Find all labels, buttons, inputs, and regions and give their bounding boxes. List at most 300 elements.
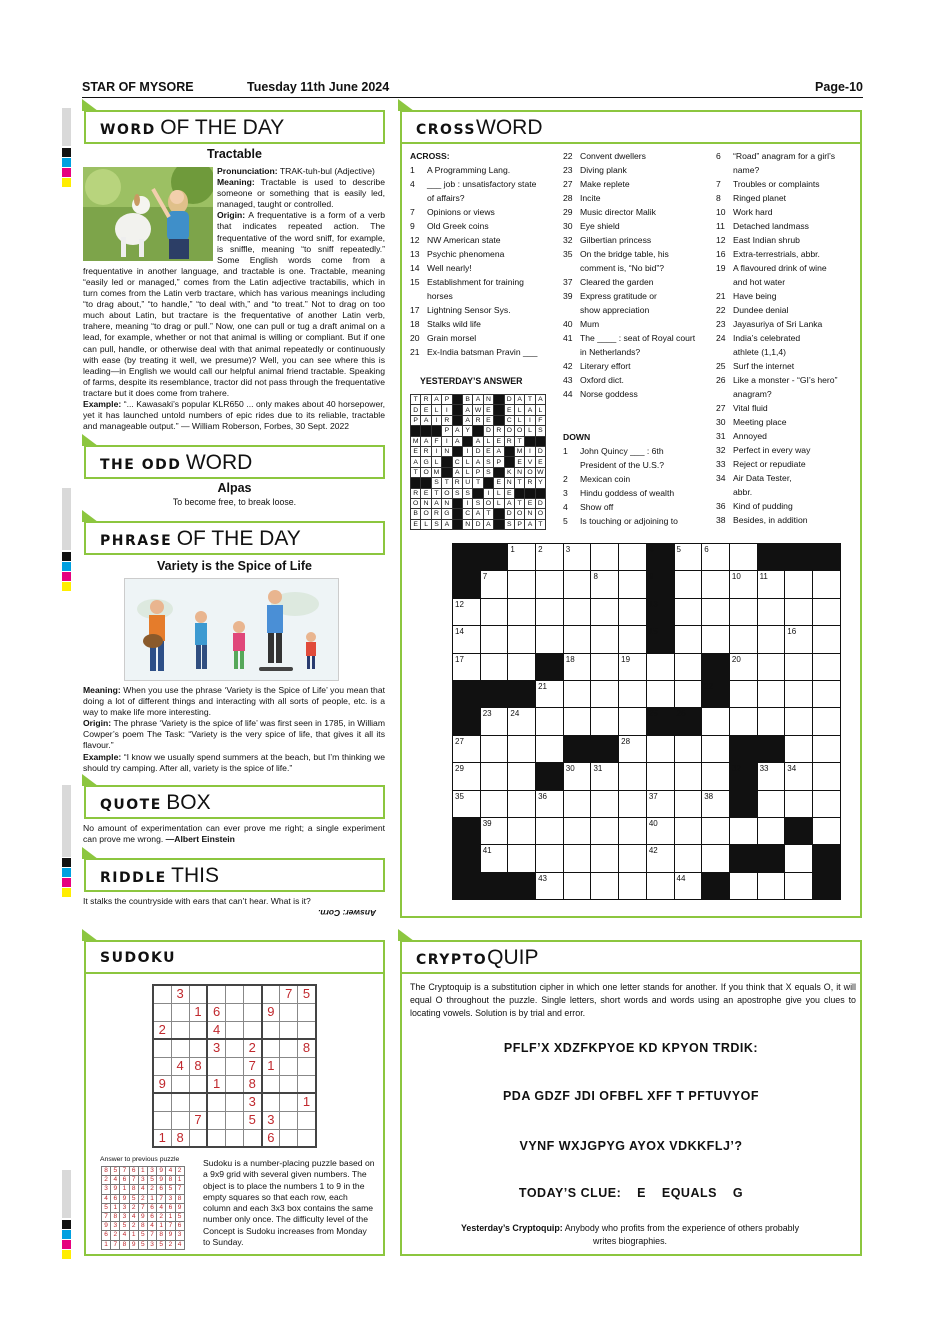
crossword-cell[interactable] <box>508 626 536 653</box>
black-cell <box>453 708 481 735</box>
answer-cell: D <box>504 509 514 519</box>
black-cell <box>508 680 536 707</box>
crossword-cell[interactable] <box>757 817 785 844</box>
crossword-cell[interactable] <box>591 544 619 571</box>
answer-cell: S <box>483 467 493 477</box>
clue-number: 6 <box>704 545 709 554</box>
sudoku-cell[interactable] <box>171 1039 189 1057</box>
sudoku-cell[interactable] <box>298 1057 316 1075</box>
crossword-cell[interactable] <box>757 872 785 899</box>
sudoku-cell[interactable] <box>225 1075 243 1093</box>
sudoku-cell: 7 <box>189 1111 207 1129</box>
crossword-cell[interactable] <box>674 763 702 790</box>
answer-cell: 4 <box>157 1203 166 1212</box>
sudoku-cell[interactable] <box>153 1057 171 1075</box>
crossword-cell[interactable] <box>674 735 702 762</box>
crossword-cell[interactable] <box>591 872 619 899</box>
crossword-cell[interactable] <box>812 817 840 844</box>
crossword-cell[interactable] <box>674 653 702 680</box>
crossword-cell[interactable] <box>536 790 564 817</box>
sudoku-cell[interactable] <box>280 1093 298 1111</box>
crossword-cell[interactable] <box>812 763 840 790</box>
answer-cell: 9 <box>175 1203 184 1212</box>
sudoku-cell[interactable] <box>153 1039 171 1057</box>
sudoku-cell: 1 <box>189 1003 207 1021</box>
crossword-cell[interactable] <box>785 872 813 899</box>
crossword-cell[interactable] <box>508 708 536 735</box>
crossword-cell[interactable] <box>508 598 536 625</box>
crossword-cell[interactable] <box>563 626 591 653</box>
answer-cell: O <box>504 426 514 436</box>
crossword-cell[interactable] <box>646 817 674 844</box>
crossword-cell[interactable] <box>674 845 702 872</box>
crossword-cell[interactable] <box>480 763 508 790</box>
crossword-cell[interactable] <box>729 872 757 899</box>
crossword-cell[interactable] <box>619 817 647 844</box>
answer-cell: L <box>483 436 493 446</box>
clue-number: 11 <box>759 572 768 582</box>
clue-number: 7 <box>482 572 488 582</box>
sudoku-cell[interactable] <box>225 1057 243 1075</box>
answer-cell: 9 <box>157 1176 166 1185</box>
crossword-cell[interactable] <box>591 653 619 680</box>
sudoku-cell[interactable] <box>189 1093 207 1111</box>
sudoku-cell[interactable] <box>243 985 261 1003</box>
crossword-cell[interactable] <box>785 845 813 872</box>
crossword-cell[interactable] <box>508 544 536 571</box>
sudoku-cell[interactable] <box>207 1093 225 1111</box>
crossword-cell[interactable] <box>453 763 481 790</box>
crossword-cell[interactable] <box>729 598 757 625</box>
issue-date: Tuesday 11th June 2024 <box>247 80 390 94</box>
crossword-cell[interactable] <box>591 571 619 598</box>
sudoku-cell: 7 <box>280 985 298 1003</box>
crossword-cell[interactable] <box>536 708 564 735</box>
crossword-cell[interactable] <box>729 680 757 707</box>
black-cell <box>442 467 452 477</box>
black-cell <box>452 519 462 529</box>
crossword-cell[interactable] <box>563 817 591 844</box>
answer-cell: S <box>504 519 514 529</box>
clue-item: 30 Eye shield <box>563 221 620 231</box>
clue-item: 18 Stalks wild life <box>410 319 481 329</box>
answer-cell: 7 <box>111 1240 120 1249</box>
sudoku-cell[interactable] <box>189 1039 207 1057</box>
crossword-cell[interactable] <box>702 598 730 625</box>
sudoku-cell[interactable] <box>280 1021 298 1039</box>
crossword-cell[interactable] <box>757 790 785 817</box>
crossword-cell[interactable] <box>729 571 757 598</box>
crossword-cell[interactable] <box>480 626 508 653</box>
clue-number: 12 <box>455 599 464 609</box>
cryptoquip-line-2: PDA GDZF JDI OFBFL XFF T PFTUVYOF <box>502 1089 760 1103</box>
crossword-cell[interactable] <box>812 598 840 625</box>
crossword-cell[interactable] <box>812 571 840 598</box>
sudoku-cell[interactable] <box>298 1075 316 1093</box>
crossword-cell[interactable] <box>480 653 508 680</box>
crossword-cell[interactable] <box>453 598 481 625</box>
answer-cell: 2 <box>147 1185 156 1194</box>
black-cell <box>473 426 483 436</box>
sudoku-cell[interactable] <box>189 985 207 1003</box>
crossword-cell[interactable] <box>785 653 813 680</box>
sudoku-cell: 9 <box>262 1003 280 1021</box>
crossword-cell[interactable] <box>453 790 481 817</box>
clue-item: 6 “Road” anagram for a girl’s <box>716 151 836 161</box>
crossword-cell[interactable] <box>563 544 591 571</box>
sudoku-cell[interactable] <box>262 985 280 1003</box>
answer-cell: E <box>483 446 493 456</box>
crossword-cell[interactable] <box>757 598 785 625</box>
sudoku-cell[interactable] <box>207 1129 225 1147</box>
clue-item: 10 Work hard <box>716 207 773 217</box>
crossword-cell[interactable] <box>480 571 508 598</box>
crossword-cell[interactable] <box>508 653 536 680</box>
sudoku-cell: 3 <box>262 1111 280 1129</box>
crossword-cell[interactable] <box>591 708 619 735</box>
crossword-cell[interactable] <box>785 680 813 707</box>
crossword-cell[interactable] <box>591 626 619 653</box>
sudoku-title-divider <box>84 972 385 974</box>
black-cell <box>494 509 504 519</box>
sudoku-cell[interactable] <box>225 1003 243 1021</box>
clue-item: 15 Establishment for training <box>410 277 524 287</box>
crossword-cell[interactable] <box>536 872 564 899</box>
crossword-cell[interactable] <box>674 817 702 844</box>
answer-cell: S <box>483 457 493 467</box>
answer-cell: P <box>494 457 504 467</box>
crossword-cell[interactable] <box>785 790 813 817</box>
crossword-cell[interactable] <box>812 708 840 735</box>
clue-number: 42 <box>648 846 658 856</box>
answer-cell: L <box>494 488 504 498</box>
crossword-cell[interactable] <box>453 653 481 680</box>
crossword-cell[interactable] <box>591 598 619 625</box>
crossword-cell[interactable] <box>729 626 757 653</box>
answer-cell: P <box>473 467 483 477</box>
crossword-cell[interactable] <box>480 845 508 872</box>
clue-item: 17 Lightning Sensor Sys. <box>410 305 511 315</box>
crossword-cell[interactable] <box>646 680 674 707</box>
crossword-cell[interactable] <box>563 763 591 790</box>
sudoku-cell[interactable] <box>225 985 243 1003</box>
registration-mark-yellow <box>62 1250 71 1259</box>
crossword-cell[interactable] <box>480 790 508 817</box>
crossword-cell[interactable] <box>619 845 647 872</box>
sudoku-cell: 2 <box>243 1039 261 1057</box>
answer-cell: D <box>473 519 483 529</box>
sudoku-cell[interactable] <box>298 1111 316 1129</box>
crossword-cell[interactable] <box>619 598 647 625</box>
sudoku-cell[interactable] <box>280 1003 298 1021</box>
riddle-answer: Answer: Corn. <box>318 908 377 918</box>
sudoku-cell[interactable] <box>225 1093 243 1111</box>
sudoku-cell[interactable] <box>243 1021 261 1039</box>
answer-cell: S <box>535 426 545 436</box>
crossword-cell[interactable] <box>702 790 730 817</box>
sudoku-cell[interactable] <box>171 1075 189 1093</box>
clue-number: 41 <box>482 846 492 856</box>
cryptoquip-title-large: QUIP <box>487 946 539 969</box>
crossword-cell[interactable] <box>591 817 619 844</box>
sudoku-cell[interactable] <box>171 1021 189 1039</box>
sudoku-cell[interactable] <box>225 1129 243 1147</box>
sudoku-cell[interactable] <box>243 1129 261 1147</box>
answer-cell: P <box>442 426 452 436</box>
crossword-cell[interactable] <box>757 626 785 653</box>
crossword-cell[interactable] <box>646 763 674 790</box>
sudoku-cell[interactable] <box>280 1129 298 1147</box>
crossword-cell[interactable] <box>646 845 674 872</box>
clue-item: name? <box>733 165 760 175</box>
crossword-cell[interactable] <box>812 653 840 680</box>
crossword-cell[interactable] <box>619 680 647 707</box>
crossword-cell[interactable] <box>785 571 813 598</box>
answer-cell: N <box>504 478 514 488</box>
sudoku-cell[interactable] <box>171 1003 189 1021</box>
sudoku-cell[interactable] <box>280 1075 298 1093</box>
answer-cell: N <box>442 498 452 508</box>
crossword-cell[interactable] <box>591 845 619 872</box>
answer-cell: 4 <box>166 1167 175 1176</box>
sudoku-cell[interactable] <box>262 1075 280 1093</box>
sudoku-cell[interactable] <box>153 1003 171 1021</box>
crossword-cell[interactable] <box>812 626 840 653</box>
sudoku-cell: 7 <box>243 1057 261 1075</box>
crossword-cell[interactable] <box>619 571 647 598</box>
crossword-cell[interactable] <box>480 598 508 625</box>
answer-cell: L <box>494 498 504 508</box>
crossword-cell[interactable] <box>646 790 674 817</box>
black-cell <box>757 845 785 872</box>
crossword-cell[interactable] <box>785 708 813 735</box>
black-cell <box>462 436 472 446</box>
sudoku-cell: 1 <box>153 1129 171 1147</box>
sudoku-cell[interactable] <box>298 1003 316 1021</box>
clue-item: 12 East Indian shrub <box>716 235 800 245</box>
answer-cell: 4 <box>147 1222 156 1231</box>
word-of-day-title-small: WORD <box>100 122 156 138</box>
answer-cell: 5 <box>111 1167 120 1176</box>
sudoku-cell[interactable] <box>189 1129 207 1147</box>
crossword-cell[interactable] <box>702 708 730 735</box>
crossword-cell[interactable] <box>674 598 702 625</box>
black-cell <box>729 735 757 762</box>
answer-cell: R <box>421 446 431 456</box>
crossword-cell[interactable] <box>674 872 702 899</box>
answer-cell: 9 <box>111 1185 120 1194</box>
crossword-cell[interactable] <box>729 653 757 680</box>
odd-word-meaning: To become free, to break loose. <box>172 497 297 507</box>
sudoku-cell[interactable] <box>171 1093 189 1111</box>
crossword-cell[interactable] <box>536 845 564 872</box>
crossword-cell[interactable] <box>702 626 730 653</box>
clue-number: 13 <box>648 599 658 609</box>
sudoku-cell[interactable] <box>225 1111 243 1129</box>
clue-item: 2 Mexican coin <box>563 474 631 484</box>
answer-cell: N <box>514 467 524 477</box>
crossword-cell[interactable] <box>674 790 702 817</box>
crossword-cell[interactable] <box>619 708 647 735</box>
crossword-cell[interactable] <box>563 680 591 707</box>
answer-cell: 8 <box>157 1231 166 1240</box>
cryptoquip-line-3: VYNF WXJGPYG AYOX VDKKFLJ’? <box>519 1139 743 1153</box>
crossword-cell[interactable] <box>812 735 840 762</box>
crossword-cell[interactable] <box>702 571 730 598</box>
sudoku-cell[interactable] <box>207 985 225 1003</box>
crossword-cell[interactable] <box>563 790 591 817</box>
crossword-cell[interactable] <box>619 763 647 790</box>
clue-number: 4 <box>648 545 654 554</box>
crossword-cell[interactable] <box>674 680 702 707</box>
answer-cell: 3 <box>138 1176 147 1185</box>
black-cell <box>757 544 785 571</box>
crossword-cell[interactable] <box>563 598 591 625</box>
crossword-cell[interactable] <box>785 598 813 625</box>
crossword-cell[interactable] <box>453 735 481 762</box>
answer-cell: 3 <box>175 1231 184 1240</box>
crossword-cell[interactable] <box>674 544 702 571</box>
sudoku-cell[interactable] <box>280 1039 298 1057</box>
answer-cell: M <box>514 446 524 456</box>
answer-cell: K <box>504 467 514 477</box>
sudoku-cell[interactable] <box>280 1057 298 1075</box>
crossword-cell[interactable] <box>563 845 591 872</box>
sudoku-cell[interactable] <box>298 1129 316 1147</box>
crossword-cell[interactable] <box>591 790 619 817</box>
crossword-cell[interactable] <box>785 763 813 790</box>
crossword-cell[interactable] <box>757 680 785 707</box>
sudoku-cell[interactable] <box>207 1111 225 1129</box>
crossword-cell[interactable] <box>563 653 591 680</box>
crossword-cell[interactable] <box>536 817 564 844</box>
sudoku-cell[interactable] <box>243 1003 261 1021</box>
sudoku-cell[interactable] <box>262 1093 280 1111</box>
crossword-cell[interactable] <box>729 708 757 735</box>
black-cell <box>421 426 431 436</box>
sudoku-cell[interactable] <box>298 1021 316 1039</box>
crossword-cell[interactable] <box>702 845 730 872</box>
answer-cell: 3 <box>120 1203 129 1212</box>
crossword-cell[interactable] <box>480 735 508 762</box>
sudoku-cell: 1 <box>298 1093 316 1111</box>
sudoku-cell[interactable] <box>262 1021 280 1039</box>
crossword-cell[interactable] <box>619 544 647 571</box>
crossword-cell[interactable] <box>757 653 785 680</box>
crossword-cell[interactable] <box>785 626 813 653</box>
registration-mark-black <box>62 858 71 867</box>
crossword-cell[interactable] <box>536 544 564 571</box>
clue-number: 18 <box>565 654 575 664</box>
answer-cell: E <box>421 405 431 415</box>
answer-cell: E <box>483 405 493 415</box>
crossword-cell[interactable] <box>508 763 536 790</box>
crossword-cell[interactable] <box>563 708 591 735</box>
crossword-cell[interactable] <box>785 735 813 762</box>
clue-item: 39 Express gratitude or <box>563 291 657 301</box>
answer-cell: F <box>431 436 441 446</box>
sudoku-cell[interactable] <box>153 1111 171 1129</box>
registration-mark-black <box>62 552 71 561</box>
crossword-cell[interactable] <box>619 653 647 680</box>
sudoku-cell[interactable] <box>189 1075 207 1093</box>
crossword-cell[interactable] <box>646 653 674 680</box>
black-cell <box>452 415 462 425</box>
clue-item: President of the U.S.? <box>580 460 665 470</box>
crossword-cell[interactable] <box>646 735 674 762</box>
crossword-cell[interactable] <box>508 735 536 762</box>
crossword-cell[interactable] <box>536 626 564 653</box>
crossword-cell[interactable] <box>508 571 536 598</box>
crossword-cell[interactable] <box>480 817 508 844</box>
crossword-cell[interactable] <box>591 763 619 790</box>
crossword-cell[interactable] <box>591 680 619 707</box>
crossword-cell[interactable] <box>619 872 647 899</box>
sudoku-cell[interactable] <box>262 1039 280 1057</box>
black-cell <box>536 763 564 790</box>
sudoku-cell[interactable] <box>171 1111 189 1129</box>
sudoku-cell[interactable] <box>153 1093 171 1111</box>
crossword-cell[interactable] <box>674 571 702 598</box>
answer-cell: E <box>494 436 504 446</box>
crossword-cell[interactable] <box>536 735 564 762</box>
crossword-cell[interactable] <box>508 790 536 817</box>
crossword-cell[interactable] <box>702 763 730 790</box>
crossword-cell[interactable] <box>563 571 591 598</box>
sudoku-cell[interactable] <box>189 1021 207 1039</box>
crossword-cell[interactable] <box>646 872 674 899</box>
crossword-cell[interactable] <box>757 708 785 735</box>
crossword-cell[interactable] <box>508 845 536 872</box>
crossword-cell[interactable] <box>757 571 785 598</box>
crossword-cell[interactable] <box>702 735 730 762</box>
sudoku-cell[interactable] <box>280 1111 298 1129</box>
crossword-cell[interactable] <box>812 680 840 707</box>
answer-cell: S <box>431 478 441 488</box>
sudoku-cell[interactable] <box>153 985 171 1003</box>
crossword-cell[interactable] <box>453 626 481 653</box>
black-cell <box>514 488 524 498</box>
crossword-cell[interactable] <box>536 571 564 598</box>
crossword-cell[interactable] <box>619 626 647 653</box>
crossword-cell[interactable] <box>480 708 508 735</box>
crossword-cell[interactable] <box>812 790 840 817</box>
answer-cell: T <box>483 509 493 519</box>
crossword-cell[interactable] <box>702 544 730 571</box>
crossword-cell[interactable] <box>702 817 730 844</box>
crossword-cell[interactable] <box>757 763 785 790</box>
crossword-cell[interactable] <box>536 680 564 707</box>
crossword-cell[interactable] <box>619 735 647 762</box>
crossword-cell[interactable] <box>619 790 647 817</box>
sudoku-cell[interactable] <box>225 1021 243 1039</box>
crossword-cell[interactable] <box>729 544 757 571</box>
crossword-cell[interactable] <box>508 817 536 844</box>
answer-cell: 9 <box>120 1194 129 1203</box>
clue-item: comment is, “No bid”? <box>580 263 665 273</box>
crossword-cell[interactable] <box>729 817 757 844</box>
registration-mark-magenta <box>62 878 71 887</box>
clue-number: 25 <box>648 709 658 719</box>
black-cell <box>453 817 481 844</box>
sudoku-cell[interactable] <box>207 1057 225 1075</box>
crossword-cell[interactable] <box>674 626 702 653</box>
crossword-cell[interactable] <box>536 598 564 625</box>
clue-item: 8 Ringed planet <box>716 193 787 203</box>
crossword-cell[interactable] <box>563 872 591 899</box>
answer-cell: O <box>525 467 535 477</box>
sudoku-cell[interactable] <box>225 1039 243 1057</box>
